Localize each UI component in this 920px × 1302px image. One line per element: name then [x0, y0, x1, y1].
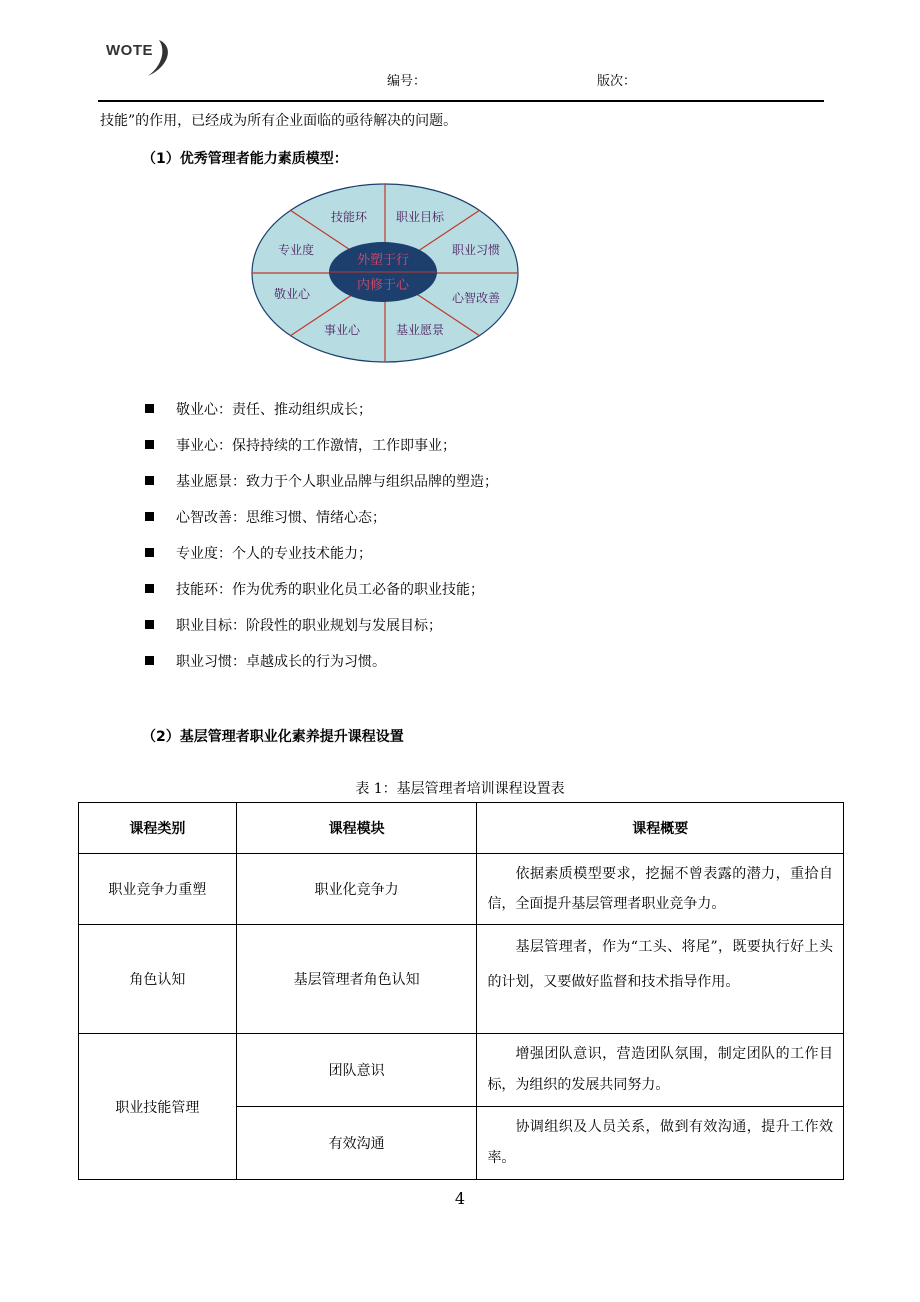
- intro-paragraph: 技能”的作用，已经成为所有企业面临的亟待解决的问题。: [100, 113, 458, 129]
- cell-summary: 增强团队意识，营造团队氛围，制定团队的工作目标，为组织的发展共同努力。: [477, 1034, 844, 1107]
- bullet-square-icon: [145, 656, 154, 665]
- table-caption: 表 1：基层管理者培训课程设置表: [355, 781, 565, 797]
- logo-text: WOTE: [106, 42, 153, 59]
- bullet-square-icon: [145, 620, 154, 629]
- bullet-square-icon: [145, 512, 154, 521]
- competency-model-diagram: [250, 182, 520, 364]
- center-top-text: 外塑于行: [356, 253, 410, 268]
- table-header-row: [79, 803, 844, 854]
- cell-module: 基层管理者角色认知: [236, 925, 477, 1034]
- table-row: [79, 854, 844, 925]
- table-row: [79, 925, 844, 1034]
- bullet-square-icon: [145, 440, 154, 449]
- segment-label-mind-improvement: 心智改善: [451, 291, 501, 305]
- bullet-square-icon: [145, 476, 154, 485]
- segment-label-dedication: 敬业心: [273, 287, 311, 301]
- cell-module: 有效沟通: [236, 1107, 477, 1180]
- bullet-square-icon: [145, 548, 154, 557]
- segment-label-professionalism: 专业度: [277, 243, 315, 257]
- list-item: 专业度：个人的专业技术能力；: [145, 544, 372, 564]
- document-version-label: 版次：: [597, 74, 637, 89]
- segment-label-skill-ring: 技能环: [330, 210, 368, 224]
- section1-title: （1）优秀管理者能力素质模型：: [142, 151, 348, 167]
- segment-label-career-goal: 职业目标: [395, 210, 445, 224]
- header-category: 课程类别: [79, 803, 237, 854]
- bullet-square-icon: [145, 584, 154, 593]
- list-item: 职业目标：阶段性的职业规划与发展目标；: [145, 616, 442, 636]
- header-module: 课程模块: [236, 803, 477, 854]
- table-row: [79, 1034, 844, 1107]
- document-number-label: 编号：: [387, 74, 427, 89]
- cell-summary: 依据素质模型要求，挖掘不曾表露的潜力，重拾自信，全面提升基层管理者职业竞争力。: [477, 854, 844, 925]
- page-number: 4: [454, 1189, 466, 1208]
- segment-label-foundation-vision: 基业愿景: [395, 323, 445, 337]
- segment-label-career-habit: 职业习惯: [451, 243, 501, 257]
- center-bottom-text: 内修于心: [356, 278, 410, 293]
- cell-module: 职业化竞争力: [236, 854, 477, 925]
- list-item: 技能环：作为优秀的职业化员工必备的职业技能；: [145, 580, 484, 600]
- cell-summary: 协调组织及人员关系，做到有效沟通，提升工作效率。: [477, 1107, 844, 1180]
- section2-title: （2）基层管理者职业化素养提升课程设置: [142, 729, 404, 745]
- header-summary: 课程概要: [477, 803, 844, 854]
- list-item: 心智改善：思维习惯、情绪心态；: [145, 508, 386, 528]
- logo: [104, 36, 174, 82]
- list-item: 职业习惯：卓越成长的行为习惯。: [145, 652, 386, 672]
- cell-module: 团队意识: [236, 1034, 477, 1107]
- course-table: [78, 802, 844, 1180]
- header-rule: [98, 100, 824, 102]
- cell-category: 职业技能管理: [79, 1034, 237, 1180]
- segment-label-career-heart: 事业心: [323, 323, 361, 337]
- cell-summary: 基层管理者，作为“工头、将尾”，既要执行好上头的计划，又要做好监督和技术指导作用。: [477, 925, 844, 1034]
- list-item: 事业心：保持持续的工作激情，工作即事业；: [145, 436, 456, 456]
- bullet-square-icon: [145, 404, 154, 413]
- list-item: 敬业心：责任、推动组织成长；: [145, 400, 372, 420]
- cell-category: 职业竞争力重塑: [79, 854, 237, 925]
- list-item: 基业愿景：致力于个人职业品牌与组织品牌的塑造；: [145, 472, 498, 492]
- cell-category: 角色认知: [79, 925, 237, 1034]
